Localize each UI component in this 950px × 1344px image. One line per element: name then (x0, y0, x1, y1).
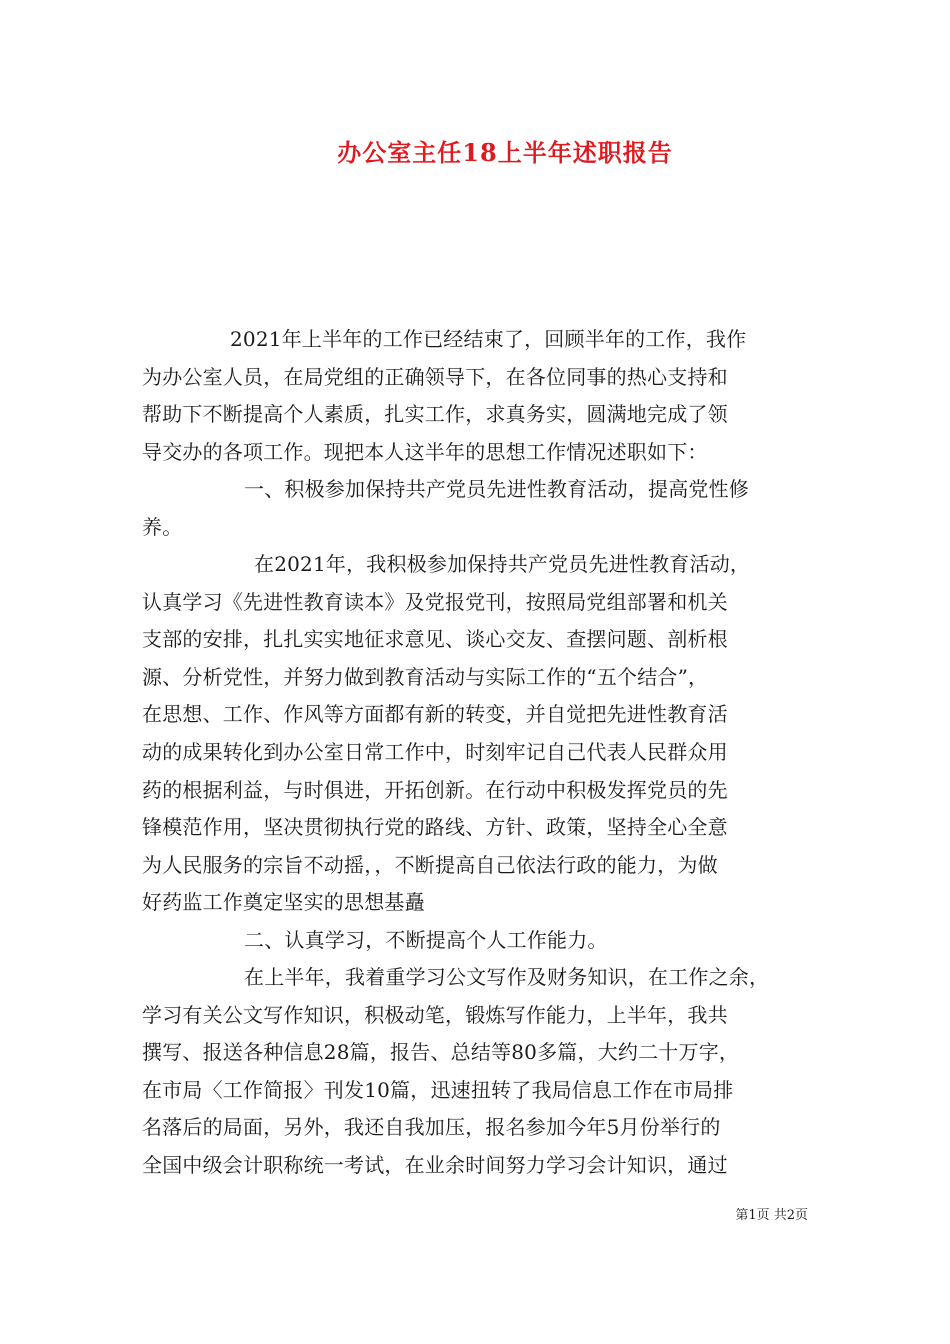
text-line: 2021年上半年的工作已经结束了，回顾半年的工作，我作 (230, 327, 747, 351)
text-line: 认真学习《先进性教育读本》及党报党刊，按照局党组部署和机关 (142, 589, 728, 614)
text-line: 在市局〈工作简报〉刊发10篇，迅速扭转了我局信息工作在市局排 (142, 1077, 734, 1102)
page-number-footer: 第1页 共2页 (735, 1208, 808, 1223)
text-line: 一、积极参加保持共产党员先进性教育活动，提高党性修 (244, 477, 749, 502)
text-line: 锋模范作用，坚决贯彻执行党的路线、方针、政策，坚持全心全意 (142, 815, 728, 840)
document-title: 办公室主任18上半年述职报告 (337, 138, 673, 167)
text-line: 源、分析党性，并努力做到教育活动与实际工作的“五个结合”， (142, 664, 709, 689)
text-line: 二、认真学习，不断提高个人工作能力。 (244, 927, 608, 952)
text-line: 药的根据利益，与时俱进，开拓创新。在行动中积极发挥党员的先 (142, 777, 728, 802)
document-body (142, 321, 808, 1185)
text-line: 在思想、工作、作风等方面都有新的转变，并自觉把先进性教育活 (142, 702, 728, 727)
text-line: 导交办的各项工作。现把本人这半年的思想工作情况述职如下： (142, 439, 708, 464)
text-line: 撰写、报送各种信息28篇，报告、总结等80多篇，大约二十万字， (142, 1040, 740, 1065)
text-line: 养。 (142, 514, 183, 539)
text-line: 在2021年，我积极参加保持共产党员先进性教育活动， (254, 552, 751, 577)
text-line: 为办公室人员，在局党组的正确领导下，在各位同事的热心支持和 (142, 364, 728, 389)
text-line: 名落后的局面，另外，我还自我加压，报名参加今年5月份举行的 (142, 1115, 721, 1140)
text-line: 支部的安排，扎扎实实地征求意见、谈心交友、查摆问题、剖析根 (142, 627, 728, 652)
text-line: 在上半年，我着重学习公文写作及财务知识，在工作之余， (244, 965, 770, 990)
text-line: 好药监工作奠定坚实的思想基矗 (142, 890, 425, 915)
text-line: 全国中级会计职称统一考试，在业余时间努力学习会计知识，通过 (142, 1153, 728, 1178)
text-line: 帮助下不断提高个人素质，扎实工作，求真务实，圆满地完成了领 (142, 402, 728, 427)
text-line: 学习有关公文写作知识，积极动笔，锻炼写作能力，上半年，我共 (142, 1002, 728, 1027)
text-line: 为人民服务的宗旨不动摇，，不断提高自己依法行政的能力，为做 (142, 852, 718, 877)
text-line: 动的成果转化到办公室日常工作中，时刻牢记自己代表人民群众用 (142, 740, 728, 765)
